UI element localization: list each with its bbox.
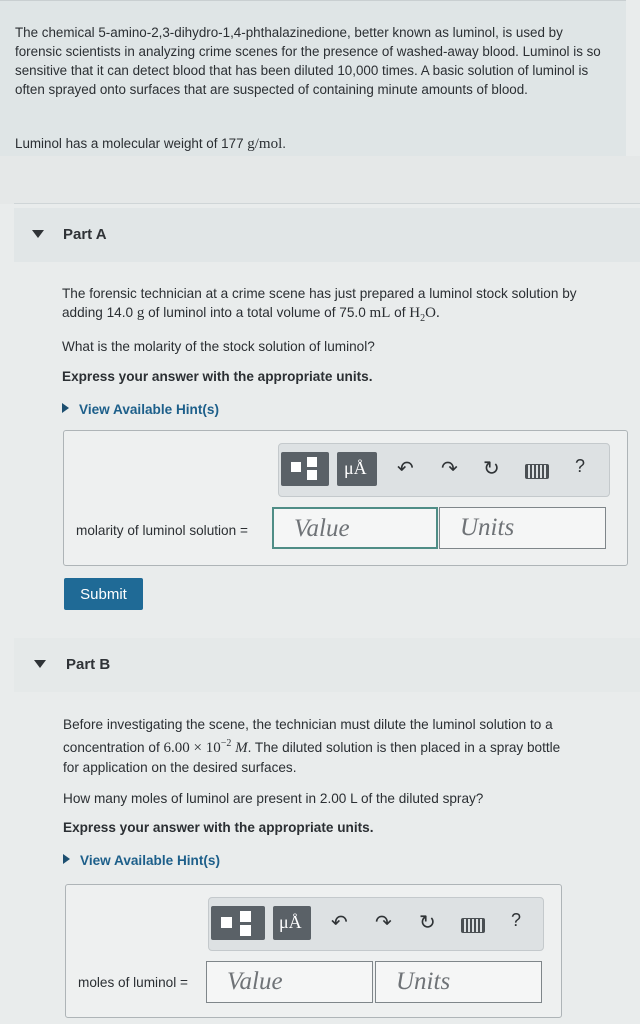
units-icon[interactable]: μÅ xyxy=(337,452,377,486)
undo-icon[interactable]: ↶ xyxy=(331,912,348,934)
expand-triangle-icon xyxy=(63,854,70,864)
intro-paragraph: The chemical 5-amino-2,3-dihydro-1,4-phthalazinedione, better known as luminol, is used by forensic scientists in analyzing crime scenes for the presence of washed-away blood. Luminol is so sensitive that it can detect blood that has been diluted 10,000 times. A basic solution of luminol is often sprayed onto surfaces that are suspected of containing minute amounts of blood. xyxy=(15,25,601,97)
divider xyxy=(14,203,640,204)
part-a-toolbar xyxy=(278,443,610,497)
redo-icon[interactable]: ↷ xyxy=(441,458,458,480)
units-icon[interactable]: μÅ xyxy=(273,906,311,940)
part-a-answer-box xyxy=(63,430,628,566)
part-b-header[interactable] xyxy=(14,638,640,692)
part-b-answer-box xyxy=(65,884,562,1018)
part-b-statement: Before investigating the scene, the technician must dilute the luminol solution to a concentration of $6.00 \times 10^{-2}$ M. The diluted solution is then placed in a spray bottle for application on the desired surfaces. xyxy=(63,717,561,775)
expand-triangle-icon xyxy=(62,403,69,413)
part-a-units-input[interactable]: Units xyxy=(439,507,606,549)
part-b-units-input[interactable]: Units xyxy=(375,961,542,1003)
part-a-header[interactable] xyxy=(14,208,640,262)
keyboard-icon[interactable] xyxy=(525,464,549,479)
undo-icon[interactable]: ↶ xyxy=(397,458,414,480)
part-a-hint-link[interactable]: View Available Hint(s) xyxy=(62,402,219,417)
problem-intro xyxy=(0,0,626,157)
collapse-triangle-icon[interactable] xyxy=(32,230,44,238)
part-b-hint-link[interactable]: View Available Hint(s) xyxy=(63,853,220,868)
part-b-field-label: moles of luminol = xyxy=(78,975,188,990)
reset-icon[interactable]: ↻ xyxy=(419,912,436,934)
templates-icon[interactable] xyxy=(211,906,265,940)
reset-icon[interactable]: ↻ xyxy=(483,458,500,480)
spacer xyxy=(0,156,640,204)
part-a-question: What is the molarity of the stock solution of luminol? xyxy=(62,339,375,354)
part-b-instruction: Express your answer with the appropriate units. xyxy=(63,820,374,835)
keyboard-icon[interactable] xyxy=(461,918,485,933)
help-icon[interactable]: ? xyxy=(511,910,522,930)
submit-button[interactable]: Submit xyxy=(64,578,143,610)
help-icon[interactable]: ? xyxy=(575,456,586,476)
molecular-weight-text: Luminol has a molecular weight of 177 g/mol. xyxy=(15,136,287,152)
redo-icon[interactable]: ↷ xyxy=(375,912,392,934)
part-b-label: Part B xyxy=(66,656,111,673)
collapse-triangle-icon[interactable] xyxy=(34,660,46,668)
part-a-value-input[interactable]: Value xyxy=(272,507,438,549)
part-a-instruction: Express your answer with the appropriate units. xyxy=(62,369,373,384)
part-a-label: Part A xyxy=(63,226,107,243)
part-a-statement: The forensic technician at a crime scene has just prepared a luminol stock solution by adding 14.0 g of luminol into a total volume of 75.0 mL of $H_2O$. xyxy=(62,286,577,324)
part-b-question: How many moles of luminol are present in 2.00 L of the diluted spray? xyxy=(63,791,484,806)
part-b-toolbar xyxy=(208,897,544,951)
part-a-field-label: molarity of luminol solution = xyxy=(76,523,248,538)
part-b-value-input[interactable]: Value xyxy=(206,961,373,1003)
templates-icon[interactable] xyxy=(281,452,329,486)
